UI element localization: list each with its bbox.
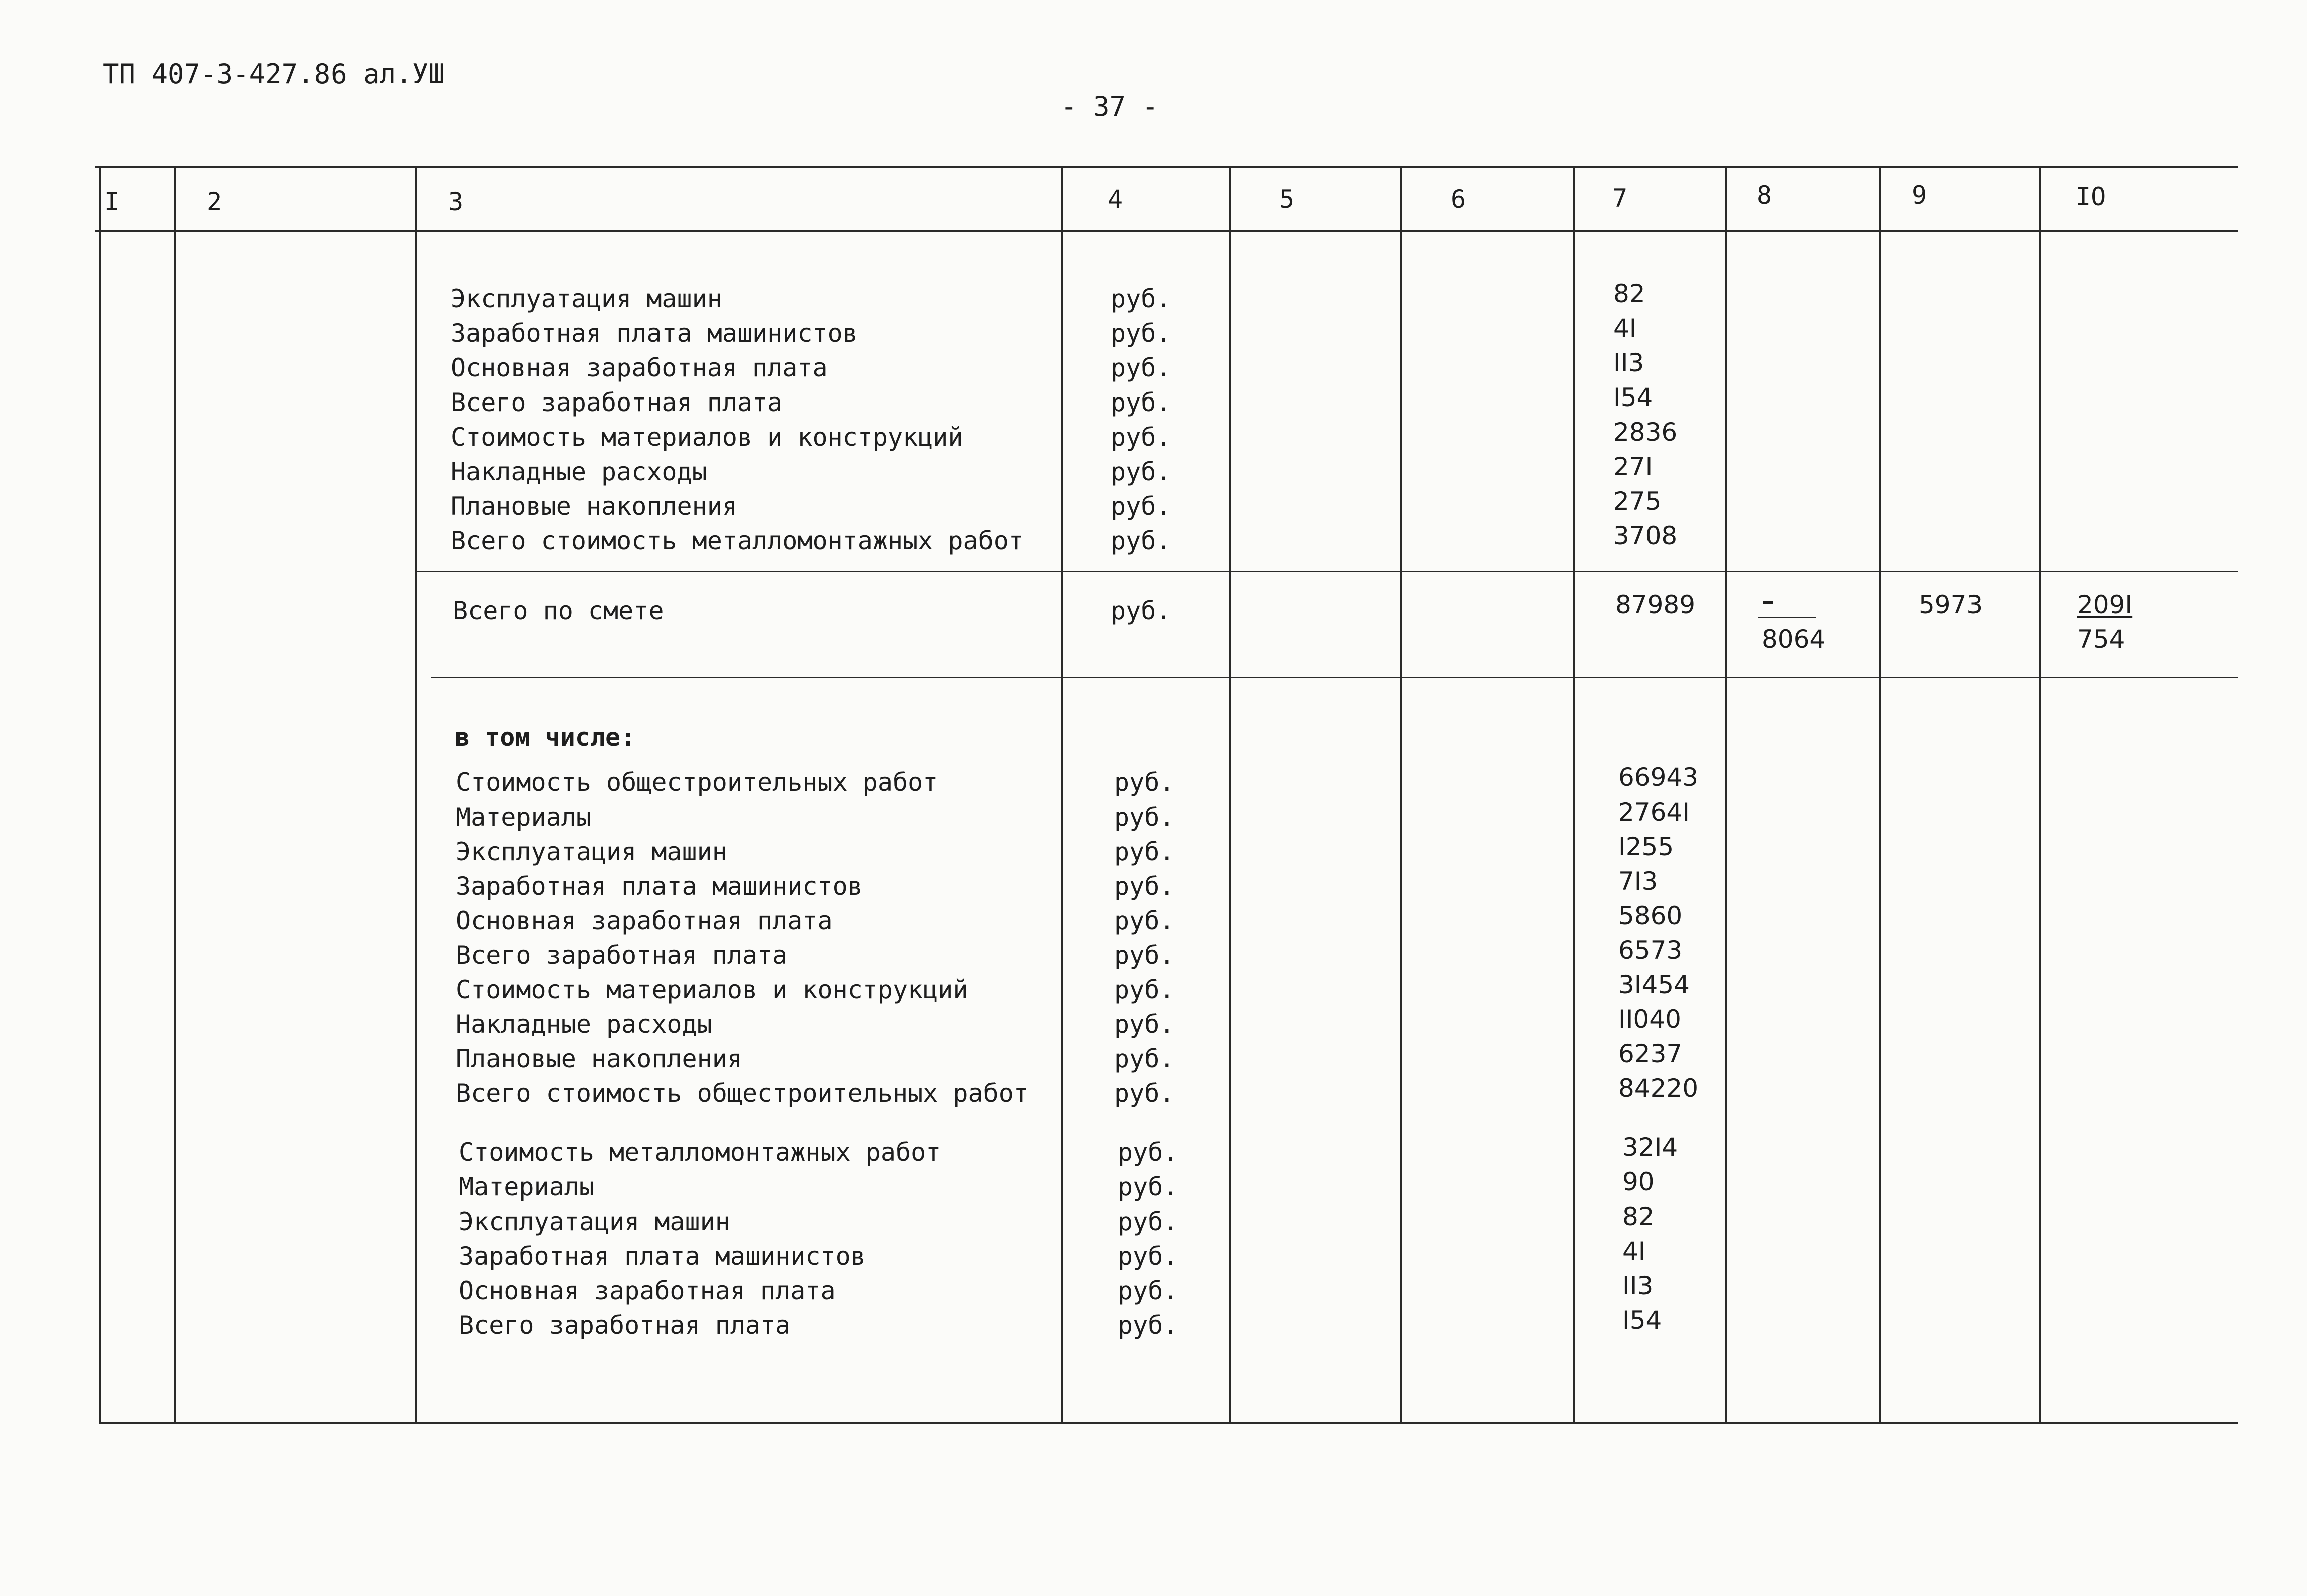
row-value-col7: 3708 <box>1613 521 1678 550</box>
row-unit: руб. <box>1111 319 1171 348</box>
document-code: ТП 407-3-427.86 ал.УШ <box>103 58 445 90</box>
col-border-7 <box>1573 166 1575 1424</box>
row-value-col7: 82 <box>1622 1202 1655 1231</box>
row-unit: руб. <box>1111 457 1171 486</box>
row-value-col7: 90 <box>1622 1167 1655 1196</box>
row-value-col7: 82 <box>1613 279 1645 308</box>
row-unit: руб. <box>1118 1276 1178 1305</box>
row-unit: руб. <box>1114 1044 1175 1073</box>
row-label: Стоимость материалов и конструкций <box>456 975 968 1004</box>
row-label: Основная заработная плата <box>459 1276 836 1305</box>
row-unit: руб. <box>1111 492 1171 521</box>
row-value-col7: 5860 <box>1618 901 1683 930</box>
row-label: Плановые накопления <box>456 1044 742 1073</box>
row-unit: руб. <box>1111 423 1171 452</box>
col-border-8 <box>1725 166 1727 1424</box>
col-border-6 <box>1400 166 1402 1424</box>
row-unit: руб. <box>1118 1311 1178 1340</box>
row-value-col7: 6237 <box>1618 1039 1683 1068</box>
row-unit: руб. <box>1111 284 1171 313</box>
col-border-4 <box>1061 166 1063 1424</box>
row-label: Стоимость металломонтажных работ <box>459 1138 941 1167</box>
col-header: 6 <box>1451 185 1466 214</box>
row-label: Эксплуатация машин <box>451 284 722 313</box>
total-col8-bottom: 8064 <box>1762 625 1826 654</box>
row-unit: руб. <box>1114 975 1175 1004</box>
row-label: Основная заработная плата <box>451 353 828 382</box>
row-unit: руб. <box>1111 353 1171 382</box>
col-border-3 <box>415 166 417 1424</box>
row-label: Эксплуатация машин <box>459 1207 730 1236</box>
row-unit: руб. <box>1114 768 1175 797</box>
col-header: 5 <box>1279 185 1295 214</box>
row-unit: руб. <box>1111 388 1171 417</box>
row-value-col7: 7I3 <box>1618 867 1658 896</box>
col-header: IO <box>2076 182 2106 211</box>
total-unit: руб. <box>1111 596 1171 625</box>
row-value-col7: I54 <box>1613 383 1653 412</box>
col-border-10 <box>2039 166 2041 1424</box>
row-value-col7: 6573 <box>1618 936 1683 965</box>
col-header: I <box>104 187 120 216</box>
row-label: Всего стоимость металломонтажных работ <box>451 526 1024 555</box>
row-unit: руб. <box>1118 1207 1178 1236</box>
row-value-col7: II040 <box>1618 1005 1681 1034</box>
col-border-5 <box>1229 166 1231 1424</box>
total-col8-fraction-line <box>1758 617 1816 618</box>
total-value-col7: 87989 <box>1615 590 1696 619</box>
including-label: в том числе: <box>455 723 636 752</box>
col-border-9 <box>1879 166 1881 1424</box>
row-value-col7: I54 <box>1622 1306 1662 1335</box>
col-header: 8 <box>1757 181 1772 210</box>
row-label: Эксплуатация машин <box>456 837 727 866</box>
row-value-col7: 2764I <box>1618 797 1690 827</box>
row-value-col7: II3 <box>1613 348 1644 377</box>
row-value-col7: 84220 <box>1618 1074 1699 1103</box>
row-divider-2 <box>431 677 2238 678</box>
table-top-border <box>95 166 2238 168</box>
total-col10-top: 209I <box>2077 590 2133 619</box>
col-header: 7 <box>1612 184 1628 213</box>
row-value-col7: 27I <box>1613 452 1653 481</box>
row-label: Заработная плата машинистов <box>459 1242 866 1271</box>
row-value-col7: 32I4 <box>1622 1133 1678 1162</box>
row-unit: руб. <box>1111 526 1171 555</box>
row-value-col7: 2836 <box>1613 418 1678 447</box>
col-header: 2 <box>207 187 222 216</box>
row-unit: руб. <box>1114 872 1175 901</box>
row-label: Всего заработная плата <box>459 1311 791 1340</box>
row-label: Накладные расходы <box>451 457 707 486</box>
row-label: Стоимость общестроительных работ <box>456 768 938 797</box>
row-unit: руб. <box>1114 906 1175 935</box>
total-value-col9: 5973 <box>1919 590 1983 619</box>
row-divider-1 <box>416 571 2238 572</box>
col-border-2 <box>174 166 176 1424</box>
row-label: Основная заработная плата <box>456 906 833 935</box>
row-value-col7: 3I454 <box>1618 970 1690 999</box>
total-col10-bottom: 754 <box>2077 625 2125 654</box>
row-label: Плановые накопления <box>451 492 737 521</box>
row-value-col7: II3 <box>1622 1271 1654 1300</box>
row-label: Всего заработная плата <box>456 941 788 970</box>
row-value-col7: 4I <box>1613 314 1637 343</box>
row-unit: руб. <box>1118 1242 1178 1271</box>
total-col8-top: – <box>1762 586 1774 615</box>
row-label: Материалы <box>459 1172 594 1202</box>
header-bottom-border <box>95 230 2238 232</box>
row-unit: руб. <box>1118 1172 1178 1202</box>
row-label: Накладные расходы <box>456 1010 712 1039</box>
row-value-col7: 66943 <box>1618 763 1699 792</box>
col-header: 9 <box>1912 181 1927 210</box>
row-unit: руб. <box>1114 1079 1175 1108</box>
row-value-col7: I255 <box>1618 832 1674 861</box>
total-label: Всего по смете <box>453 596 664 625</box>
row-unit: руб. <box>1114 803 1175 832</box>
row-label: Заработная плата машинистов <box>451 319 858 348</box>
row-unit: руб. <box>1114 837 1175 866</box>
row-label: Стоимость материалов и конструкций <box>451 423 963 452</box>
page-number: - 37 - <box>1061 91 1159 122</box>
col-border-1 <box>99 166 101 1424</box>
row-label: Всего стоимость общестроительных работ <box>456 1079 1029 1108</box>
table-bottom-border <box>100 1422 2238 1424</box>
row-unit: руб. <box>1114 941 1175 970</box>
col-header: 4 <box>1108 185 1123 214</box>
row-value-col7: 275 <box>1613 487 1662 516</box>
row-label: Материалы <box>456 803 591 832</box>
row-value-col7: 4I <box>1622 1237 1646 1266</box>
row-label: Всего заработная плата <box>451 388 783 417</box>
row-unit: руб. <box>1114 1010 1175 1039</box>
col-header: 3 <box>448 187 464 216</box>
row-unit: руб. <box>1118 1138 1178 1167</box>
row-label: Заработная плата машинистов <box>456 872 863 901</box>
